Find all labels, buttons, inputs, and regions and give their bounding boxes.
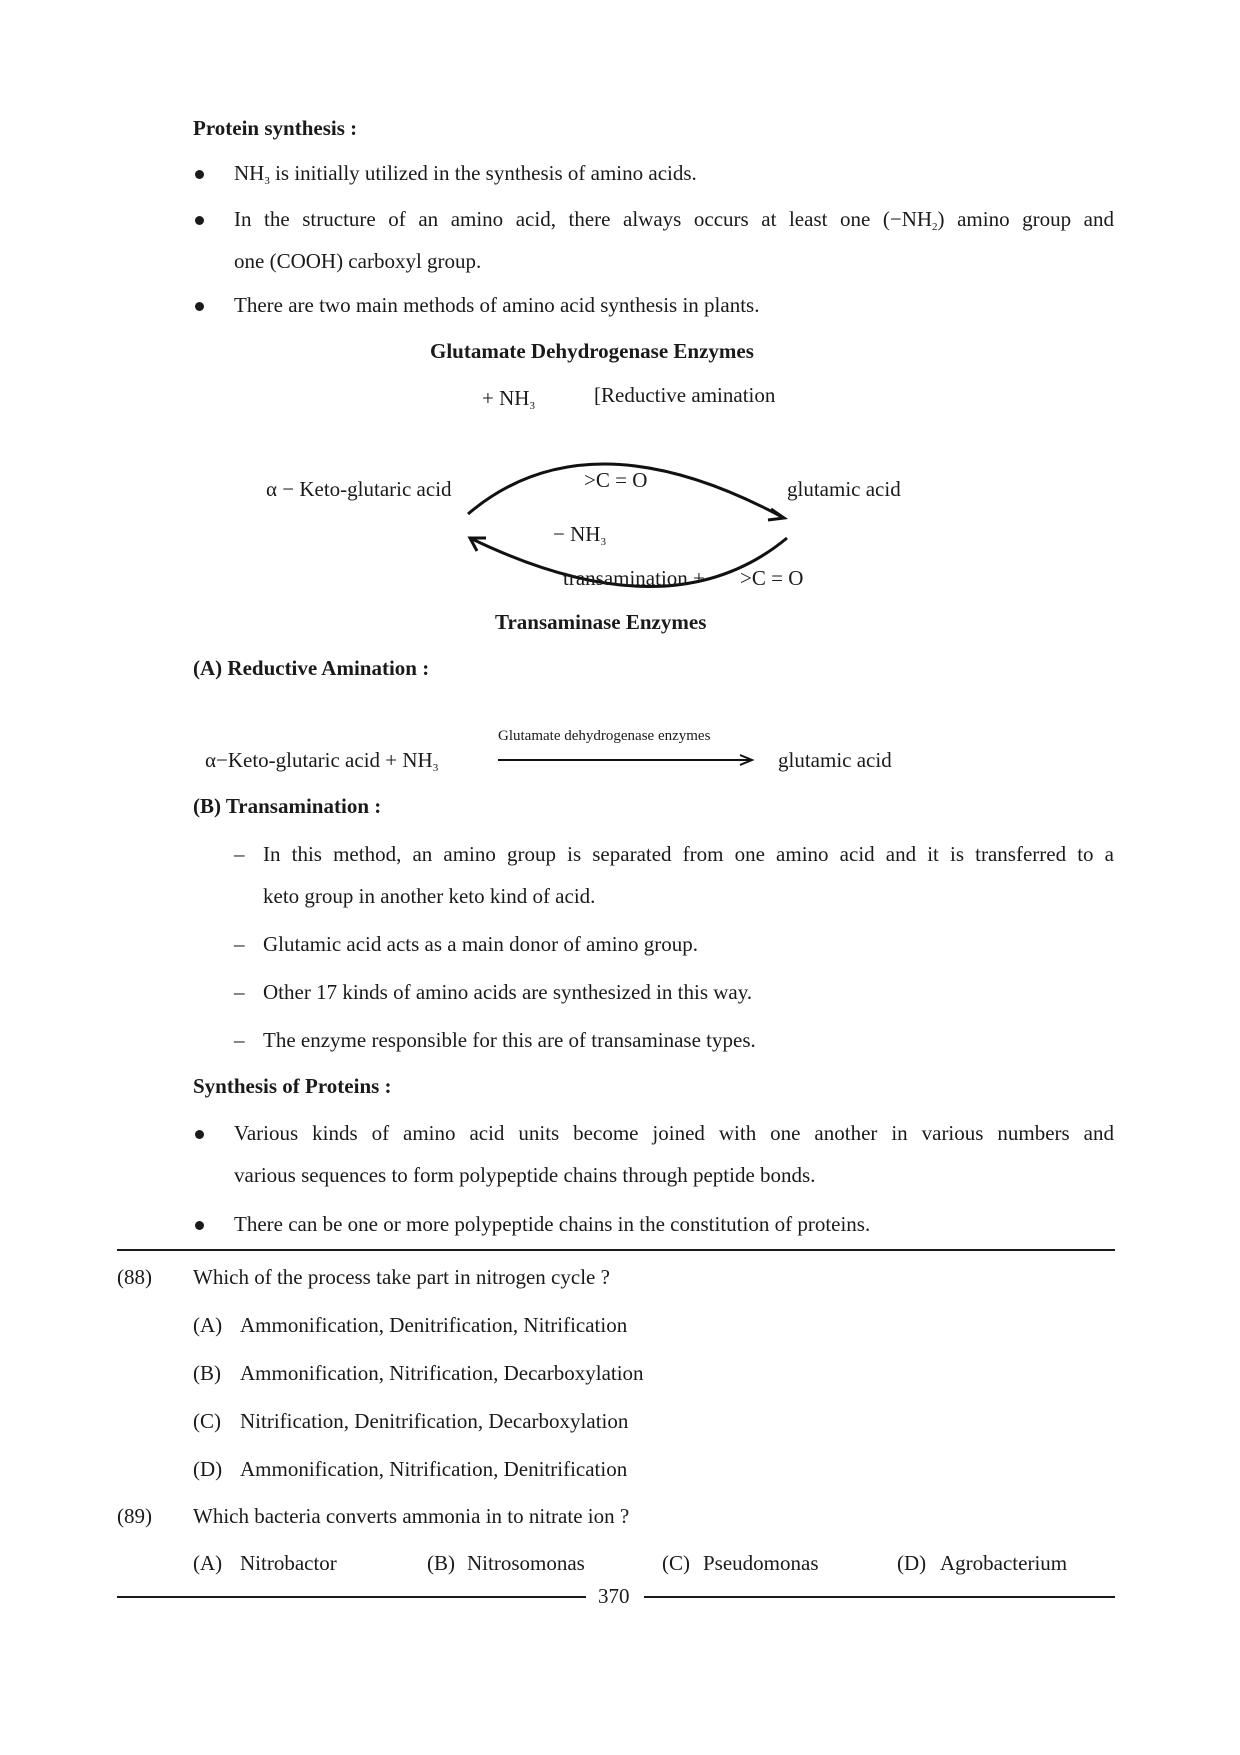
option-label: (B) [193, 1361, 221, 1385]
diagram-right-label: glutamic acid [787, 477, 901, 501]
diagram-lower-group: >C = O [740, 566, 804, 590]
option-text: Agrobacterium [940, 1551, 1068, 1575]
option-text: Nitrosomonas [467, 1551, 585, 1575]
bullet-text-amino-units-line1: Various kinds of amino acid units become joined with one another in various numbers and [234, 1121, 1114, 1145]
option-text: Ammonification, Nitrification, Denitrification [240, 1457, 628, 1481]
diagram-top-reagent: + $NH_3$ [482, 386, 535, 412]
reaction-arrow-icon [496, 752, 758, 768]
diagram-left-label: α − Keto-glutaric acid [266, 477, 452, 501]
dash-marker: – [234, 1028, 245, 1052]
footer-rule-left [117, 1596, 586, 1598]
diagram-lower-reagent: − $NH_3$ [553, 522, 606, 548]
footer-rule-right [644, 1596, 1115, 1598]
question-number: (89) [117, 1504, 152, 1528]
option-text: Ammonification, Nitrification, Decarboxylation [240, 1361, 644, 1385]
reaction-arrow-label: Glutamate dehydrogenase enzymes [498, 728, 711, 744]
option-text: Nitrobactor [240, 1551, 337, 1575]
option-label: (B) [427, 1551, 455, 1575]
dash-marker: – [234, 980, 245, 1004]
diagram-upper-inner-label: >C = O [584, 468, 648, 492]
reaction-reactants: α−Keto-glutaric acid + $NH_3$ [205, 748, 439, 774]
transamination-item-line: In this method, an amino group is separated from one amino acid and it is transferred to a [263, 842, 1114, 866]
option-text: Nitrification, Denitrification, Decarboxylation [240, 1409, 629, 1433]
option-label: (A) [193, 1551, 223, 1575]
option-label: (D) [897, 1551, 927, 1575]
transamination-item-line: The enzyme responsible for this are of transaminase types. [263, 1028, 756, 1052]
diagram-bottom-title: Transaminase Enzymes [495, 610, 707, 634]
option-label: (C) [662, 1551, 690, 1575]
question-number: (88) [117, 1265, 152, 1289]
bullet-icon [195, 1221, 204, 1230]
option-text: Pseudomonas [703, 1551, 819, 1575]
reaction-product: glutamic acid [778, 748, 892, 772]
transamination-item-line: keto group in another keto kind of acid. [263, 884, 596, 908]
bullet-icon [195, 1130, 204, 1139]
dash-marker: – [234, 932, 245, 956]
transamination-item-line: Other 17 kinds of amino acids are synthesized in this way. [263, 980, 753, 1004]
diagram-lower-process: transamination + [563, 566, 705, 590]
bullet-text-polypeptide-chains: There can be one or more polypeptide chains in the constitution of proteins. [234, 1212, 871, 1236]
bullet-text-nh3: $NH_3$ is initially utilized in the synthesis of amino acids. [234, 161, 697, 187]
option-label: (A) [193, 1313, 223, 1337]
diagram-top-title: Glutamate Dehydrogenase Enzymes [430, 339, 754, 363]
diagram-top-process: [Reductive amination [594, 383, 776, 407]
section-heading-synthesis-of-proteins: Synthesis of Proteins : [193, 1074, 392, 1098]
section-heading-protein-synthesis: Protein synthesis : [193, 116, 358, 140]
bullet-text-amino-units-line2: various sequences to form polypeptide chains through peptide bonds. [234, 1163, 816, 1187]
transamination-item-line: Glutamic acid acts as a main donor of amino group. [263, 932, 699, 956]
option-text: Ammonification, Denitrification, Nitrification [240, 1313, 628, 1337]
section-heading-reductive-amination: (A) Reductive Amination : [193, 656, 430, 680]
bullet-text-structure-line2: one (COOH) carboxyl group. [234, 249, 482, 273]
dash-marker: – [234, 842, 245, 866]
section-heading-transamination: (B) Transamination : [193, 794, 382, 818]
question-text: Which of the process take part in nitrogen cycle ? [193, 1265, 610, 1289]
bullet-text-two-methods: There are two main methods of amino acid synthesis in plants. [234, 293, 760, 317]
question-text: Which bacteria converts ammonia in to nitrate ion ? [193, 1504, 630, 1528]
cycle-arrows-diagram [0, 0, 1240, 700]
bullet-text-structure-line1: In the structure of an amino acid, there always occurs at least one $(-NH_2)$ amino group and [234, 207, 1114, 233]
option-label: (D) [193, 1457, 223, 1481]
option-label: (C) [193, 1409, 221, 1433]
page-number: 370 [598, 1584, 630, 1608]
section-divider [117, 1249, 1115, 1251]
